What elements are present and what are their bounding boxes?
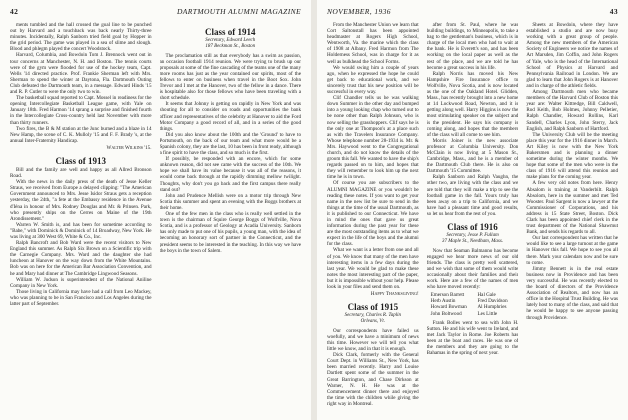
- right-column-3: [526, 22, 618, 414]
- column-paragraph: Two fires, the B & M station at the Junc burned and a blaze in 14 New Hamp, the scene of C. K. Mulloly '15 and F. F. Brady 's, at the annual Inter-Fraternity Handicap.: [10, 125, 152, 144]
- member-name: Al Humphries: [477, 304, 507, 311]
- member-name: Fred Davidson: [477, 298, 508, 305]
- secretary-address: 37 Maple St., Needham, Mass.: [441, 238, 504, 244]
- column-paragraph: It seems that Johnny is getting on rapidly in New York and was shouting for all to consider on roads and opportunities the bank officer and representatives of the celebrity at Hanover to aid the Ford Motor Company a good record of all, and in a series of the good things.: [159, 101, 301, 132]
- column-paragraph: The proclamation still as that everybody has a swim as passion, an occasion football 1914 reunion. We were trying to brush up our proposals at some of the fine cascading of the teams one of the many more rooms has just as the year contained our spirits, most of the fellows to enter on business when travel in the Boot Sox. John Trevor and I met at the Hanover, two of the fellow in a dance. There is hospitable also for those fellows who have been traveling with a short schedule.: [159, 52, 301, 102]
- column-paragraph: after from St. Paul, where he was building buildings, to Minneapolis, to take a bag to the gentleman's business, which is in charge of the local men who had to wait at the bank. He is Everett's son, and has been working on the local paper as well as the rest of the place, and we are told he has become a great success in his life.: [426, 22, 519, 71]
- member-name-list: [431, 292, 519, 316]
- magazine-title: DARTMOUTH ALUMNI MAGAZINE: [176, 6, 301, 16]
- column-paragraph: Bill and the family are well and happy as all Allred Bronson Road.: [10, 166, 152, 180]
- column-paragraph: Our last correspondent has written that he would like to see a large turnout at the game in Hanover this fall. We hope to see you all there. Mark your calendars now and be sure to come.: [526, 235, 619, 266]
- column-paragraph: Clif Chandler tells us he was walking down Summer in the other day and bumped into a young looking chap who turned out to be none other than Ralph Johnson, who is now selling the grasshoppers. Clif says he is the only one at Thompson's at a place such as with the Travelers Insurance Company. Whose telephone number 28-1934 is. Mr. & Mrs. Haywood went to the Congregational church, and do not know the details of the groom this fall. We wanted to have the ship's regards passed on to him, and hopes that they will remember to look him up the next time he is in town.: [327, 95, 419, 181]
- class-secretary: Secretary, Charles R. Taplin: [344, 313, 402, 319]
- member-name: Emerson Barrett: [430, 292, 465, 299]
- column-paragraph: The University Club will be the meeting place this year for the 1916 dinner in March. Art Kiley is now with the New York Bakersmen and is planning a dinner sometime during the winter months. We hope that some of the men who were in the class of 1916 will attend this reunion and make plans for the coming year.: [526, 131, 619, 181]
- column-paragraph: From the Manchester Union we learn that Cort Saltonstall has been appointed headmaster at Rogers High School, Wentworth, Va. the marine which the class of 1908 at Albany. Fred Harmon from The Holderness School, was in charge for it as well as bulkhead the School Forms.: [327, 22, 419, 65]
- column-paragraph: Did you also know about the 100th and the 'Ground' to have to Portsmouth, on the back of our team and what more would be a Spanish colony, they are the last, 10 has been in front ready, although a fine spirit to have the class, and so much is the first.: [159, 131, 301, 157]
- running-head: [327, 6, 618, 16]
- column-paragraph: Morris Joiner is the new associate professor at Columbia University. Don McClain is now living at 5 Mason St., Cambridge, Mass., and he is a member of the Dartmouth Club there. He is also on Dartmouth '15 Committee.: [426, 137, 519, 175]
- class-heading: Class of 1914: [204, 27, 256, 37]
- member-name: Hal Gale: [477, 292, 496, 299]
- class-heading: Class of 1915: [347, 302, 399, 313]
- column-paragraph: One of the few men in the class who is really well settled in the town is the chairman of Squire George Boggs of Wolfville, Nova Scotia, and is a professor of Geology at Acadia University. Sanborn has only made to put one of his pupils, a young man, with the idea of becoming an honorary sort of partner in the Connecticut, and the president seems to be interested in the teaching. In this way we have the boys in the town of Salem.: [159, 211, 301, 254]
- column-paragraph: Harvard, Columbia, and Bowdoin Tom J. Brennock went out in tour concerns at Manchester, N. H. and Boston. The tennis courts were of the gym were flooded for use of the hockey team, Capt. Wells '14 directed practice. Prof. Frankie Sherman left with Mrs. Sherman to spend the winter at Daytona, Fla. Dartmouth Outing Club defeated the Dartmouth team, in a message. Edward Hinds '15 and R. P. Cutler to were the only two to win.: [10, 52, 152, 96]
- column-paragraph: Ralph Sanborn and Ralph Vaughn, the other two, are living with the class and we are told that they will make a trip to see the football game in the fall. Yours truly has been away on a trip to California, and we have had a pleasant time and good results, so let us hear from the rest of you.: [426, 174, 519, 217]
- column-paragraph: Frank Bolles went to sea with John H. Sutton. He and his wife went to Ireland, and met Jack Taylor in Rome. Joe Roberts has been at the boat and races. He was one of the members and they are going to the Bahamas in the spring of next year.: [426, 319, 519, 357]
- running-head: [10, 6, 301, 16]
- column-paragraph: If possibly, be responded with an encore, which for some unknown reason, did not see came with the success of the 10th. We hope we shall have its value because it was all of the reasons, it would come back through at the rapidly dimming mellow twilight. Thoughts, why don't you go back and the first campus there really stand out?: [159, 156, 301, 193]
- member-name: Herb Austin: [430, 298, 456, 305]
- right-column-1: [327, 22, 419, 414]
- class-heading: Class of 1913: [55, 155, 106, 166]
- column-paragraph: William W. Judson is superintendent of the National Aniline Company in New York.: [10, 276, 152, 289]
- member-name: John Boltwood: [430, 310, 462, 317]
- column-paragraph: Sheets at Bowdoin, where they have established a studio and are now busy working with a great group of people. Among the new members of the American Society of Engineers we notice the names of Art Marsden, Jim Coffin, and John Rogers of Yale, who is the head of the International School of Physics at Harvard and Pennsylvania Railroad in London. We are glad to learn that John Rogers is at Hanover and in charge of the athletic fields.: [526, 22, 619, 89]
- page-number: 43: [609, 6, 618, 16]
- column-paragraph: With the news in the daily press of the death of Jesse Keller Straus, we received from Europe a delayed clipping: "The American Government announced to Mrs. Jesse Isidor Straus gets a reception yesterday, the 24th, "a fete at the Embassy residence in the Avenue d'Iéna in honour of Mrs. Rodney Douglas and Mr. & Prinsen. Park, who presently ships on the Cerres on Maine of the 19th Arondissement.": [10, 179, 152, 222]
- column-paragraph: Of course you are subscribers to the ALUMNI MAGAZINE or you wouldn't be reading these notes. If you want to get your name in the new list be sure to send in the things at the time of the usual Dartmouth, as it is published to our Connecticut. We have in mind the ones that gave us great information during the past year for these are the most outstanding items as to what we expect in the life of the boys and the alumni for the class.: [327, 180, 419, 248]
- secretary-address: Orleans, Vt.: [360, 319, 385, 325]
- member-name: Les Little: [477, 310, 498, 317]
- column-paragraph: ments tumbled and the hall crossed the goal line to be punched out by Harvard and a touchback was back nearly Thirty-three minutes. Incidentally, Ralph Sanborn tried field goal by Hopper in the grid period. The game was played in a sea of slime and slough. Blood and phlegm played the concert Woodstock.: [10, 22, 152, 53]
- signoff-line: Happy Thanksgiving!: [370, 291, 419, 298]
- column-paragraph: Ralph Norris has moved his New Hampshire Fire Insurance office to Wolfville, Nova Scotia, and is now located as the one of the Oakland Hotel. Glidden, Mass., has recently brought into a new home at 14 Lockwood Road, Newton, and it is getting along well. Harry Higgins is now the most stimulating speaker on the subject and is the president. He says his company is coming along, and hopes that the members of the class will all come to see him.: [426, 70, 519, 138]
- class-secretary: Secretary, Edward Leech: [205, 38, 256, 43]
- column-paragraph: A few very old notes from here. Henry Absalom is training at Vanderbilt. Ralph Absolom, here in the summer and met Ted Wooster. Paul Sargent is now a lawyer at the Commissioner of Corporations, and his address is 15 State Street, Boston. Dick Clark has been appointed chief clerk in the trust department of the National Shawmut Bank, and sends his regards to all.: [526, 180, 619, 236]
- class-heading: Class of 1916: [447, 222, 498, 232]
- column-paragraph: Our correspondents have failed us woefully, and we have a minimum of news this time. However we will tell you what little we know, and in that it is enough.: [327, 327, 419, 353]
- column-paragraph: John and Prudence Mellish were on a motor trip through New Scotia this summer and spent an evening with the Boggs brothers at their home.: [159, 192, 301, 211]
- secretary-address: 187 Beckman St., Boston: [205, 43, 256, 49]
- left-column-1: [10, 22, 152, 414]
- column-paragraph: Ralph Bancroft and Bob Ward were the recent visitors to New England this summer. As Ralph Six Brown on a Scientific trip with the Carnegie Company. Mrs. Ward and the daughter she had luncheon at Hanover on the way down from the White Mountains. Bob was on here for the American Bar Association Convention, and he and Mary had dinner at The Cambridge Lingwood Seasons.: [10, 240, 152, 277]
- member-name: Howard Bowman: [430, 304, 467, 311]
- issue-date: NOVEMBER, 1936: [327, 6, 391, 16]
- right-column-2: [427, 22, 519, 414]
- column-paragraph: The basketball squad reported to Capt. Mossel in readiness for the opening Intercollegiate Basketball League game, with Yale on January 18th. Fred Harmon '14 sprang a surprise and finished fourth in the Intercollegiate Cross-country held last November with more than thirty runners.: [10, 95, 152, 126]
- page-number: 42: [10, 6, 19, 16]
- column-paragraph: Among Dartmouth men who became members of the Harvard Club of Boston this year are: Walter Kittredge, Bill Caldwell, Rod Keith, Bob Holmes, Johnny Pelletier, Ralph Chandler, Howard Rollins, Karl Sandell, Charles Lyon, John Sterry, Jack English, and Ralph Sanborn of Hartford.: [526, 89, 619, 132]
- column-paragraph: Warren W. Smith is, and has been for sometime according to "Babe," with Dominick & Dominick of 14 Broadway, New York. He was living at 300 West 69, White & Co., Inc.: [10, 221, 152, 240]
- column-paragraph: Now that Seaman Balmanno has become engaged we hear more news of our old friends. The class is pretty well scattered, and we wish that some of them would write occasionally about their families and their work. Here are a few of the names of men who have moved recently:: [426, 247, 519, 291]
- class-secretary: Secretary, Jesse P. Fullam: [446, 233, 499, 238]
- column-paragraph: What we want is a letter from one and all of you. We know that many of the men have interesting items in a few days during the last year. We would be glad to make these notes the most interesting part of the paper, but it is impossible without your help. Please look in your files and send them on.: [327, 247, 419, 291]
- right-columns: [327, 22, 618, 414]
- left-page: [0, 0, 311, 420]
- column-paragraph: Dick Clark, formerly with the General Court Dept. in Williams St., New York, has been married recently. Harry and Louise Dartlett spent some of the summer in the Great Barrington, and Chase Dirkson at Warner, N. H. He was at the Commencement dinner there and enjoyed the time with the children while giving the right way in Montreal.: [327, 352, 419, 407]
- column-paragraph: We would swing him a couple of years ago, when he expressed the hope he could get back to educational work, and we sincerely trust that his new position will be successful in every way.: [327, 64, 419, 96]
- left-columns: [10, 22, 301, 414]
- signoff-line: Walter Wilkins '15.: [106, 144, 152, 151]
- right-page: [317, 0, 628, 420]
- column-paragraph: Those living in California may have had a call from Leo Mackey, who was planning to be in San Francisco and Los Angeles during the latter part of September.: [10, 288, 152, 308]
- left-column-2: [160, 22, 302, 414]
- column-paragraph: Jimmy Bennett is in the real estate business now in Providence and has been very successful. He was recently elected to the board of directors of the Providence Association of Realtors, and now has an office in the Hospital Trust Building. He was lately host to many of the class, and said that he would be happy to see anyone passing through Providence.: [526, 265, 619, 321]
